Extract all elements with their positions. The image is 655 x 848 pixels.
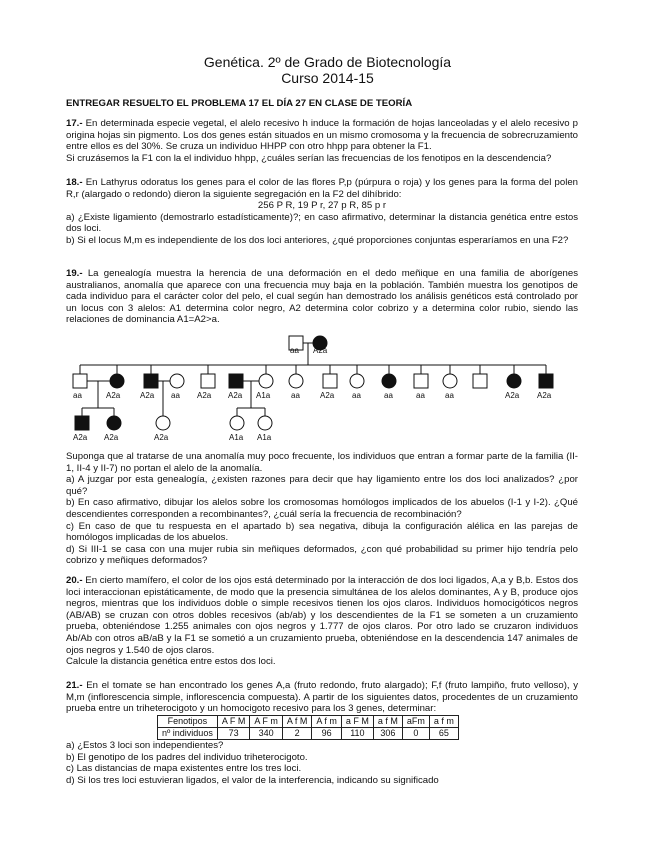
pedigree-female-unaffected bbox=[170, 374, 184, 388]
pedigree-male-unaffected bbox=[201, 374, 215, 388]
pedigree-male-affected bbox=[75, 416, 89, 430]
genotype-label: A2a bbox=[73, 433, 88, 442]
genotype-label: aa bbox=[445, 391, 454, 400]
question-a: a) A juzgar por esta genealogía, ¿existen razones para decir que hay ligamiento entre los dos loci analizados? ¿por qué? bbox=[66, 474, 578, 497]
genotype-label: A2a bbox=[537, 391, 552, 400]
genotype-label: A2a bbox=[140, 391, 155, 400]
table-header-cell: A f M bbox=[282, 716, 312, 728]
table-cell: 96 bbox=[312, 728, 342, 740]
table-header-cell: A F M bbox=[217, 716, 250, 728]
genotype-label: aa bbox=[384, 391, 393, 400]
pedigree-female-affected bbox=[382, 374, 396, 388]
table-cell: 73 bbox=[217, 728, 250, 740]
table-header-cell: a F M bbox=[341, 716, 373, 728]
question-d: d) Si III-1 se casa con una mujer rubia sin meñiques deformados, ¿con qué probabilidad su primer hijo tendría pelo cobrizo y meñiques deformados? bbox=[66, 543, 578, 567]
pedigree-female-unaffected bbox=[443, 374, 457, 388]
table-cell: 340 bbox=[250, 728, 283, 740]
genotype-label: A2a bbox=[104, 433, 119, 442]
phenotype-table bbox=[157, 715, 459, 740]
pedigree-male-unaffected bbox=[414, 374, 428, 388]
genotype-label: A2a bbox=[197, 391, 212, 400]
genotype-label: aa bbox=[352, 391, 361, 400]
problem-question: Calcule la distancia genética entre estos dos loci. bbox=[66, 656, 276, 668]
pedigree-female-unaffected bbox=[259, 374, 273, 388]
problem-text: En cierto mamífero, el color de los ojos está determinado por la interacción de dos loci ligados, A,a y B,b. Estos dos loci interaccionan epistáticamente, de modo que la presencia simultánea de los alelos dominantes, A y B, produce ojos negros, mientras que los individuos doble o simple recesivos tienen los ojos claros. Individuos homocigóticos negros (AB/AB) se cruzan con otros dobles recesivos (ab/ab) y los descendientes de la F1 se someten a un cruzamiento prueba, obteniéndose 1.255 animales con ojos negros y 1.777 de ojos claros. Por otro lado se cruzaron individuos Ab/Ab con otros aB/aB y la F1 se sometió a un cruzamiento prueba, obteniéndose en la descendencia 147 animales de ojos negros y 1.540 de ojos claros. bbox=[66, 575, 578, 656]
pedigree-female-affected bbox=[110, 374, 124, 388]
table-cell: 2 bbox=[282, 728, 312, 740]
question-b: b) El genotipo de los padres del individuo triheterocigoto. bbox=[66, 751, 308, 763]
problem-21-questions bbox=[66, 740, 578, 786]
problem-number: 19.- bbox=[66, 268, 83, 279]
table-header-cell: a f m bbox=[429, 716, 458, 728]
genotype-label: A2a bbox=[505, 391, 520, 400]
genotype-label: aa bbox=[416, 391, 425, 400]
question-c: c) En caso de que tu respuesta en el apartado b) sea negativa, dibuja la configuración alélica en las parejas de homólogos implicadas de los abuelos. bbox=[66, 520, 578, 544]
question-a: a) ¿Estos 3 loci son independientes? bbox=[66, 740, 224, 751]
table-header-cell: A F m bbox=[250, 716, 283, 728]
problem-text: En determinada especie vegetal, el alelo recesivo h induce la formación de hojas lanceoladas y el alelo recesivo p origina hojas sin pigmento. Los dos genes están situados en un mismo cromosoma y la frecuencia de sobrecruzamiento entre ellos es del 30%. Se cruza un individuo HHPP con otro hhpp para obtener la F1. bbox=[66, 118, 578, 153]
genotype-label: aa bbox=[290, 346, 299, 355]
assumption-text: Suponga que al tratarse de una anomalía muy poco frecuente, los individuos que entran a formar parte de la familia (II-1, II-4 y II-7) no portan el alelo de la anomalía. bbox=[66, 451, 578, 474]
problem-19-questions bbox=[66, 451, 578, 567]
genotype-label: aa bbox=[171, 391, 180, 400]
genotype-label: A1a bbox=[229, 433, 244, 442]
pedigree-male-unaffected bbox=[473, 374, 487, 388]
problem-19 bbox=[66, 268, 578, 326]
problem-21 bbox=[66, 680, 578, 715]
pedigree-male-unaffected bbox=[73, 374, 87, 388]
problem-number: 18.- bbox=[66, 177, 83, 188]
pedigree-male-unaffected bbox=[323, 374, 337, 388]
genotype-label: A2a bbox=[320, 391, 335, 400]
genotype-label: A1a bbox=[256, 391, 271, 400]
table-cell: 0 bbox=[402, 728, 429, 740]
problem-number: 17.- bbox=[66, 118, 83, 129]
pedigree-male-affected bbox=[539, 374, 553, 388]
pedigree-female-unaffected bbox=[230, 416, 244, 430]
table-header-cell: a f M bbox=[373, 716, 402, 728]
genotype-label: aa bbox=[73, 391, 82, 400]
genotype-label: A1a bbox=[257, 433, 272, 442]
table-header-cell: Fenotipos bbox=[158, 716, 218, 728]
pedigree-chart bbox=[0, 330, 655, 445]
table-cell: 110 bbox=[341, 728, 373, 740]
pedigree-female-unaffected bbox=[156, 416, 170, 430]
table-cell: 65 bbox=[429, 728, 458, 740]
problem-text: En Lathyrus odoratus los genes para el color de las flores P,p (púrpura o roja) y los genes para la forma del polen R,r (alargado o redondo) dieron la siguiente segregación en la F2 del dihíbrido: bbox=[66, 177, 579, 200]
genotype-label: A2a bbox=[154, 433, 169, 442]
problem-20 bbox=[66, 575, 578, 668]
question-c: c) Las distancias de mapa existentes entre los tres loci. bbox=[66, 763, 302, 775]
genotype-label: A2a bbox=[228, 391, 243, 400]
problem-number: 20.- bbox=[66, 575, 83, 586]
genotype-label: A2a bbox=[106, 391, 121, 400]
problem-18 bbox=[66, 177, 578, 247]
pedigree-female-unaffected bbox=[258, 416, 272, 430]
pedigree-male-affected bbox=[144, 374, 158, 388]
question-b: b) En caso afirmativo, dibujar los alelos sobre los cromosomas homólogos implicados de los abuelos (I-1 y I-2). ¿Qué descendientes corresponden a recombinantes?, ¿cuál sería la frecuencia de recombinación? bbox=[66, 497, 578, 520]
segregation-data: 256 P R, 19 P r, 27 p R, 85 p r bbox=[257, 200, 387, 212]
genotype-label: aa bbox=[291, 391, 300, 400]
question-a: a) ¿Existe ligamiento (demostrarlo estadísticamente)?; en caso afirmativo, determinar la distancia genética entre estos dos loci. bbox=[66, 211, 578, 235]
problem-number: 21.- bbox=[66, 680, 83, 691]
pedigree-male-affected bbox=[229, 374, 243, 388]
pedigree-female-affected bbox=[107, 416, 121, 430]
question-b: b) Si el locus M,m es independiente de los dos loci anteriores, ¿qué proporciones conjuntas esperaríamos en una F2? bbox=[66, 234, 569, 246]
table-header-cell: aFm bbox=[402, 716, 429, 728]
genotype-label: A2a bbox=[313, 346, 328, 355]
table-cell: 306 bbox=[373, 728, 402, 740]
table-header-cell: A f m bbox=[312, 716, 342, 728]
table-cell: nº individuos bbox=[158, 728, 218, 740]
instruction: ENTREGAR RESUELTO EL PROBLEMA 17 EL DÍA 27 EN CLASE DE TEORÍA bbox=[66, 98, 413, 109]
problem-17 bbox=[66, 118, 578, 164]
pedigree-female-unaffected bbox=[289, 374, 303, 388]
problem-text: La genealogía muestra la herencia de una deformación en el dedo meñique en una familia de aborígenes australianos, anomalía que aparece con una frecuencia muy baja en la población. También muestra los genotipos de cada individuo para el carácter color del pelo, el cual según han demostrado los análisis genéticos está controlado por un locus con 3 alelos: A1 determina color negro, A2 determina color cobrizo y a determina color rubio, siendo las relaciones de dominancia A1=A2>a. bbox=[66, 268, 579, 326]
question-d: d) Si los tres loci estuvieran ligados, el valor de la interferencia, indicando su significado bbox=[66, 774, 439, 786]
doc-course: Curso 2014-15 bbox=[281, 70, 374, 86]
table-row bbox=[158, 716, 459, 728]
pedigree-female-affected bbox=[507, 374, 521, 388]
problem-text: En el tomate se han encontrado los genes A,a (fruto redondo, fruto alargado); F,f (fruto lampiño, fruto velloso), y M,m (inflorescencia simple, inflorescencia compuesta). A partir de los siguientes datos, procedentes de un cruzamiento prueba entre un triheterocigoto y un homocigoto recesivo para los 3 genes, determinar: bbox=[66, 680, 578, 715]
table-row bbox=[158, 728, 459, 740]
doc-title: Genética. 2º de Grado de Biotecnología bbox=[203, 54, 452, 70]
pedigree-female-unaffected bbox=[350, 374, 364, 388]
problem-question: Si cruzásemos la F1 con la el individuo hhpp, ¿cuáles serían las frecuencias de los fenotipos en la descendencia? bbox=[66, 152, 552, 164]
